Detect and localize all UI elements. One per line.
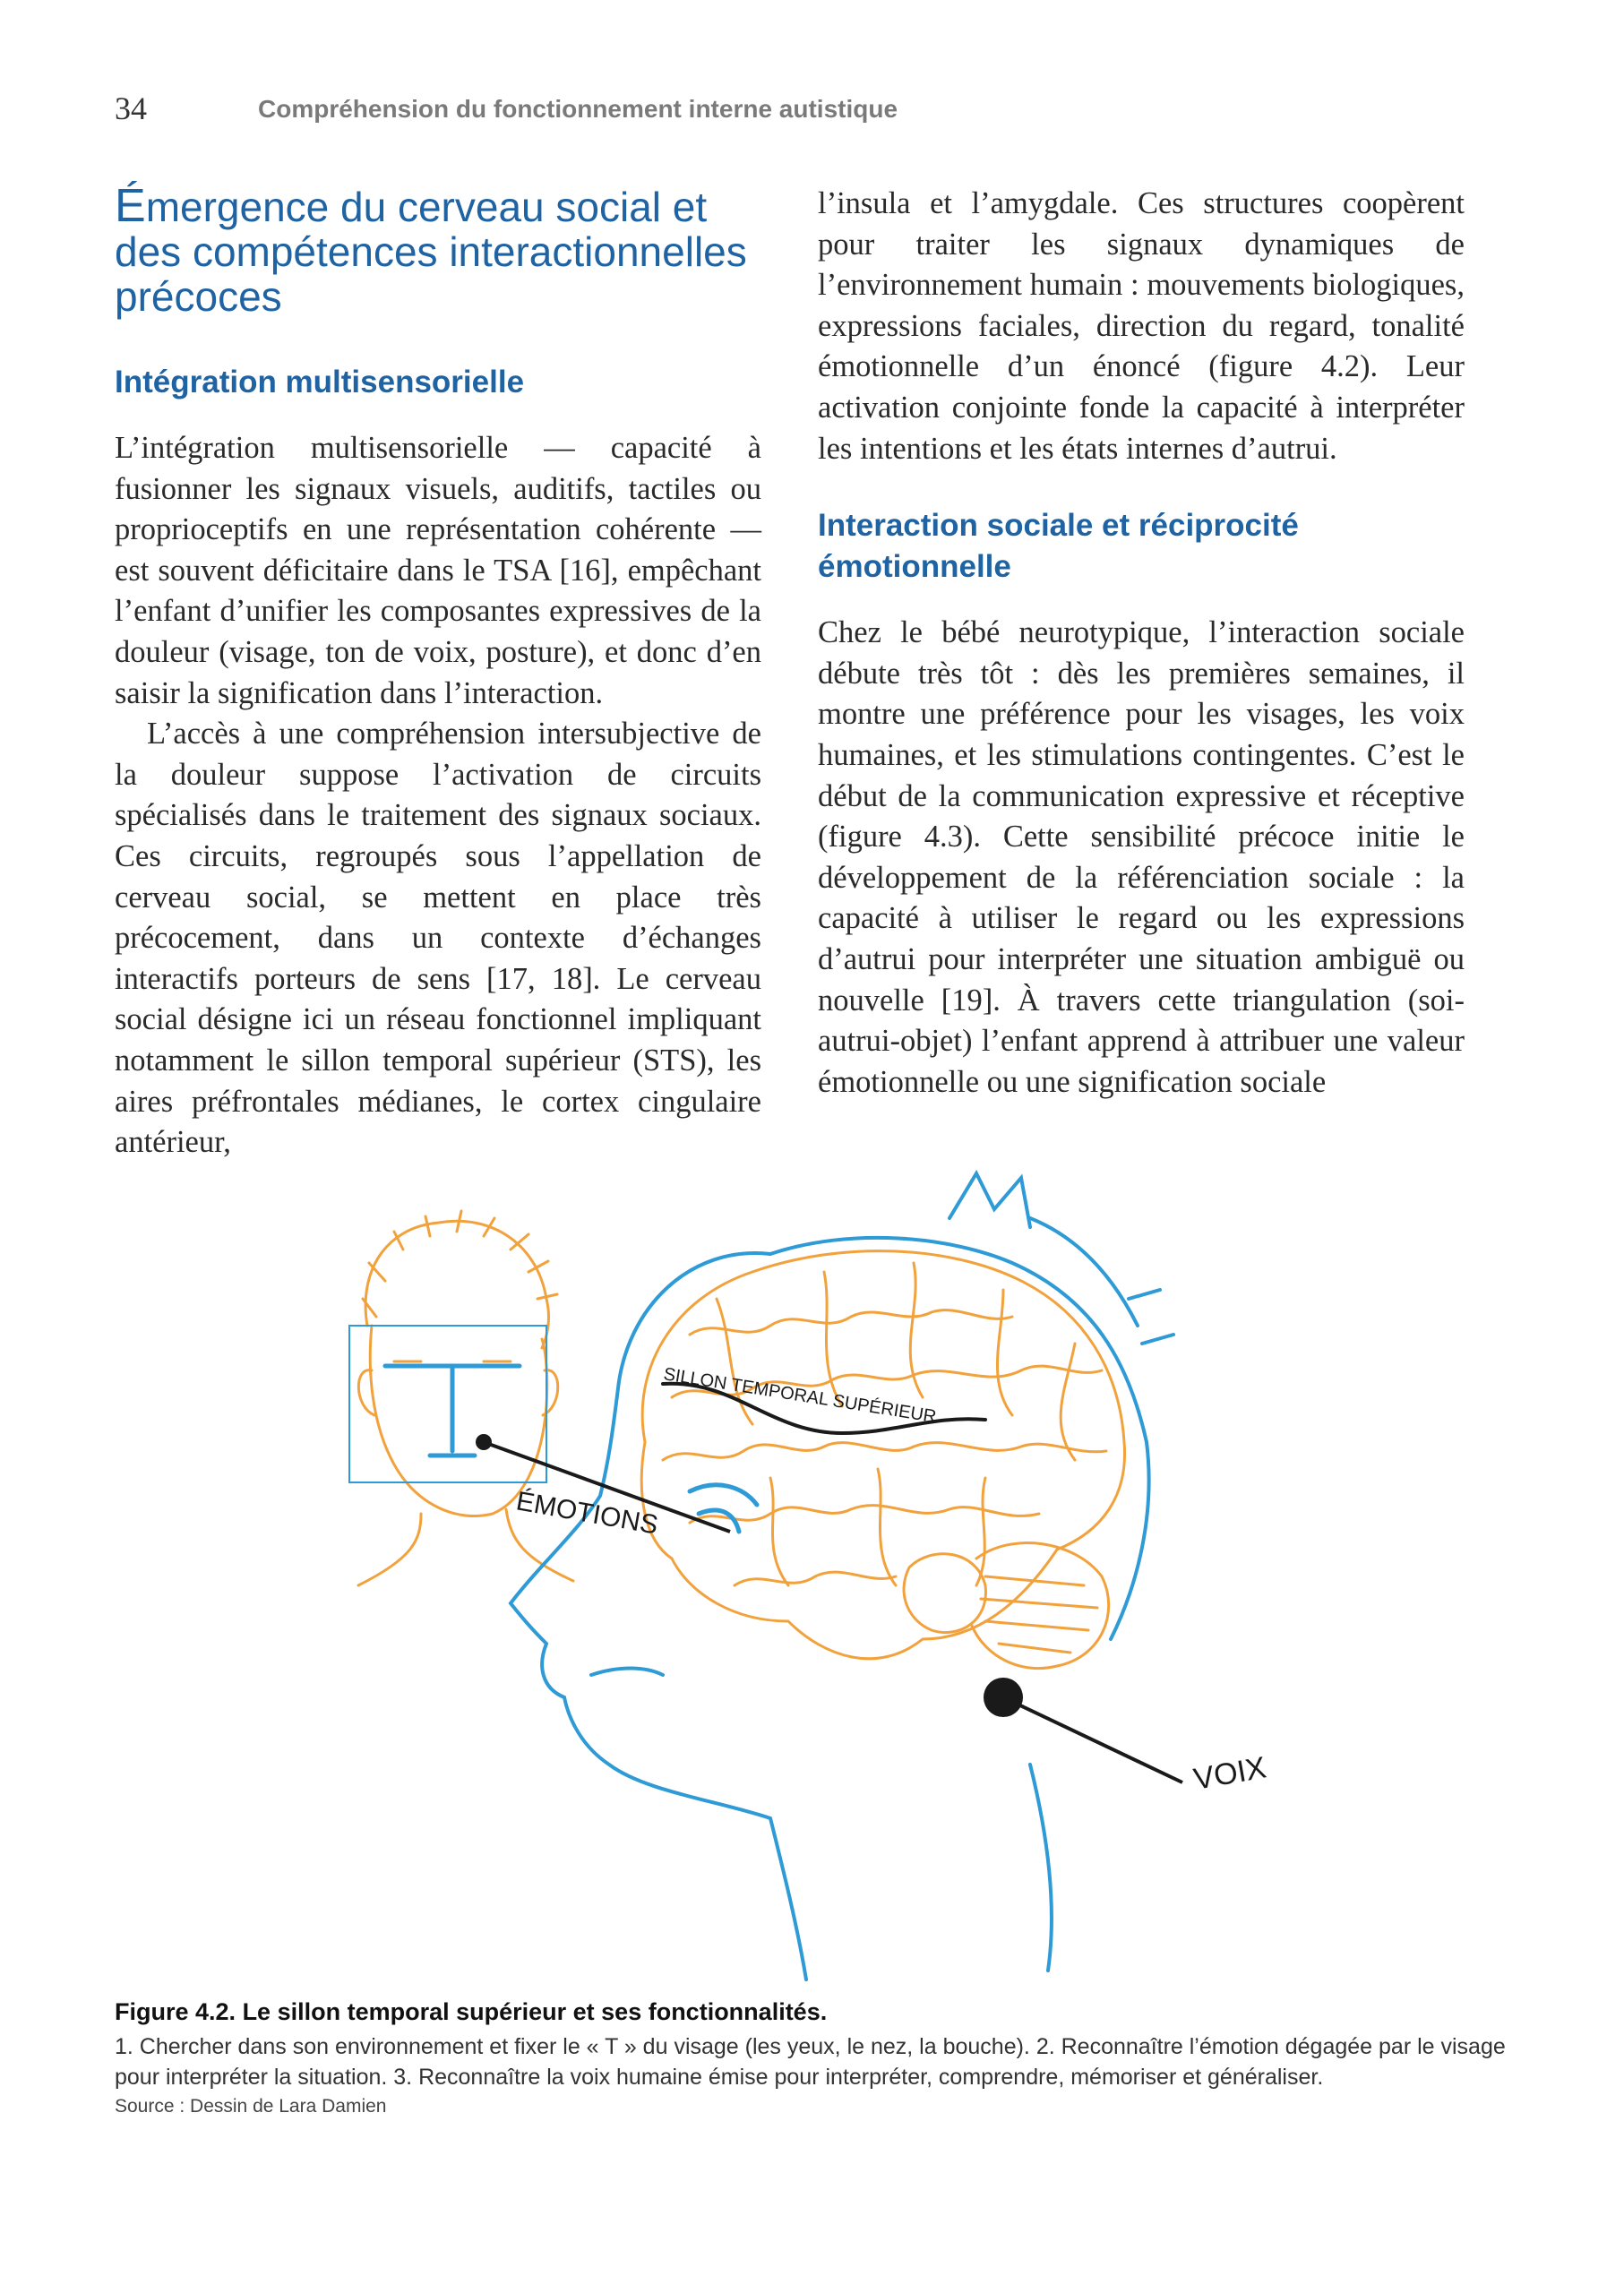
chapter-title-initial: É	[115, 180, 146, 232]
head-profile-drawing	[511, 1173, 1173, 1980]
figure-label: Figure 4.2.	[115, 1998, 236, 2025]
running-header	[115, 90, 1512, 134]
figure-caption	[115, 1996, 1512, 2119]
paragraph: L’accès à une compréhension intersubjective de la douleur suppose l’activation de circuits spécialisés dans le traitement des signaux sociaux. Ces circuits, regroupés sous l’appellation de cerveau social, se mettent en place très précocement, dans un contexte d’échanges interactifs porteurs de sens [17, 18]. Le cerveau social désigne ici un réseau fonctionnel impliquant notamment le sillon temporal supérieur (STS), les aires préfrontales médianes, le cortex cingulaire antérieur,	[115, 717, 761, 1160]
emotions-label: ÉMOTIONS	[513, 1486, 661, 1541]
brain-drawing	[269, 1138, 1344, 1988]
brain-drawing-group	[641, 1251, 1124, 1669]
paragraph: Chez le bébé neurotypique, l’interaction sociale débute très tôt : dès les premières semaines, il montre une préférence pour les visages, les voix humaines, et les stimulations contingentes. C’est le début de la communication expressive et réceptive (figure 4.3). Cette sensibilité précoce initie le développement de la référenciation sociale : la capacité à utiliser le regard ou les expressions d’autrui pour interpréter une situation ambiguë ou nouvelle [19]. À travers cette triangulation (soi-autrui-objet) l’enfant apprend à attribuer une valeur émotionnelle ou une signification sociale	[818, 615, 1465, 1099]
caption-source: Source : Dessin de Lara Damien	[115, 2096, 387, 2117]
chapter-title	[115, 180, 761, 320]
paragraph: l’insula et l’amygdale. Ces structures coopèrent pour traiter les signaux dynamiques de l’environnement humain : mouvements biologiques, expressions faciales, direction du regard, tonalité émotionnelle d’un énoncé (figure 4.2). Leur activation conjointe fonde la capacité à interpréter les intentions et les états internes d’autrui.	[818, 186, 1465, 466]
caption-heading	[115, 1996, 1512, 2028]
figure-title: Le sillon temporal supérieur et ses fonctionnalités.	[242, 1998, 828, 2025]
running-title: Compréhension du fonctionnement interne autistique	[258, 95, 898, 123]
voix-label: VOIX	[1190, 1750, 1269, 1797]
figure-illustration	[269, 1138, 1344, 1988]
section-title-social-interaction: Interaction sociale et réciprocité émotionnelle	[818, 508, 1299, 585]
eye-drawing	[690, 1485, 757, 1532]
child-face-drawing	[349, 1211, 573, 1585]
right-column	[818, 184, 1465, 1103]
caption-body: 1. Chercher dans son environnement et fixer le « T » du visage (les yeux, le nez, la bouche). 2. Reconnaître l’émotion dégagée par le visage pour interpréter la situation. 3. Reconnaître la voix humaine émise pour interpréter, comprendre, mémoriser et généraliser.	[115, 2034, 1506, 2090]
section-title-multisensory: Intégration multisensorielle	[115, 365, 525, 399]
paragraph: L’intégration multisensorielle — capacité à fusionner les signaux visuels, auditifs, tactiles ou proprioceptifs en une représentation cohérente — est souvent déficitaire dans le TSA [16], empêchant l’enfant d’unifier les composantes expressives de la douleur (visage, ton de voix, posture), et donc d’en saisir la signification dans l’interaction.	[115, 431, 761, 710]
left-column	[115, 180, 761, 1164]
page-number: 34	[115, 90, 147, 126]
chapter-title-rest: mergence du cerveau social et des compétences interactionnelles précoces	[115, 184, 747, 320]
sts-label: SILLON TEMPORAL SUPÉRIEUR	[662, 1364, 938, 1428]
